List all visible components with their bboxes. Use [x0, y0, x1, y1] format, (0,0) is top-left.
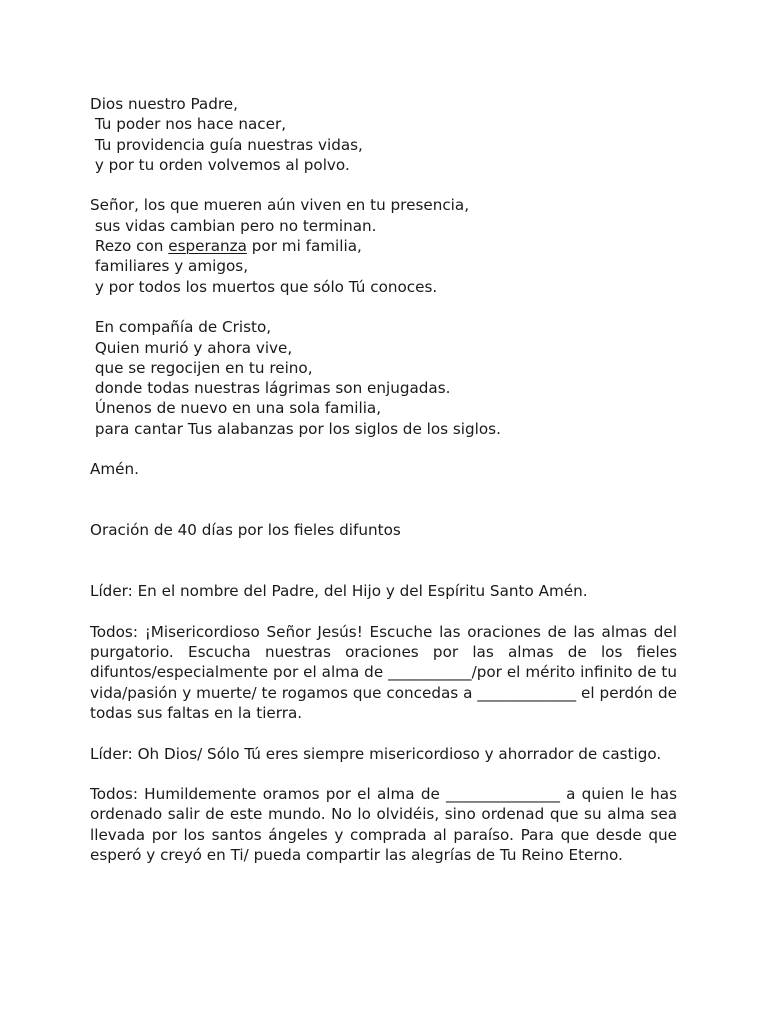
prayer-line: Tu providencia guía nuestras vidas, [90, 135, 363, 154]
prayer-line: para cantar Tus alabanzas por los siglos de los siglos. [90, 419, 501, 438]
prayer-stanza-3 [90, 317, 677, 439]
prayer-line: y por todos los muertos que sólo Tú conoces. [90, 277, 438, 296]
spacer [90, 561, 677, 581]
prayer-line: sus vidas cambian pero no terminan. [90, 216, 377, 235]
prayer-line-prefix: Rezo con [90, 237, 169, 256]
section-title [90, 520, 677, 540]
prayer-line: Dios nuestro Padre, [90, 95, 238, 113]
litany-paragraph-leader-1: Líder: En el nombre del Padre, del Hijo y del Espíritu Santo Amén. [90, 582, 588, 601]
prayer-line: Quien murió y ahora vive, [90, 338, 293, 357]
litany-paragraph-all-2: Todos: Humildemente oramos por el alma de _______________ a quien le has ordenado salir de este mundo. No lo olvidéis, sino ordenad que su alma sea llevada por los santos ángeles y comprada al paraíso. Para que desde que esperó y creyó en Ti/ pueda compartir las alegrías de Tu Reino Eterno. [90, 785, 677, 864]
prayer-line: que se regocijen en tu reino, [90, 358, 313, 377]
amen-line: Amén. [90, 460, 139, 479]
prayer-line [90, 236, 677, 256]
spacer [90, 500, 677, 520]
prayer-line-suffix: por mi familia, [246, 237, 362, 256]
prayer-line: donde todas nuestras lágrimas son enjugadas. [90, 379, 451, 398]
prayer-line: familiares y amigos, [90, 257, 249, 276]
section-title-text: Oración de 40 días por los fieles difuntos [90, 521, 401, 540]
litany-paragraph-leader-2: Líder: Oh Dios/ Sólo Tú eres siempre misericordioso y ahorrador de castigo. [90, 744, 662, 763]
esperanza-link[interactable]: esperanza [168, 237, 247, 256]
prayer-stanza-2 [90, 195, 677, 296]
prayer-line: Señor, los que mueren aún viven en tu presencia, [90, 196, 470, 215]
prayer-line: En compañía de Cristo, [90, 318, 272, 337]
prayer-line: Únenos de nuevo en una sola familia, [90, 399, 382, 418]
prayer-line: y por tu orden volvemos al polvo. [90, 155, 350, 174]
prayer-line: Tu poder nos hace nacer, [90, 115, 287, 134]
prayer-stanza-1 [90, 94, 677, 175]
document-page [90, 94, 677, 886]
prayer-amen [90, 459, 677, 479]
litany-paragraph-all-1: Todos: ¡Misericordioso Señor Jesús! Escuche las oraciones de las almas del purgatorio. Escucha nuestras oraciones por las almas de los fieles difuntos/especialmente por el alma de ___________/por el mérito infinito de tu vida/pasión y muerte/ te rogamos que concedas a _____________ el perdón de todas sus faltas en la tierra. [90, 622, 677, 722]
